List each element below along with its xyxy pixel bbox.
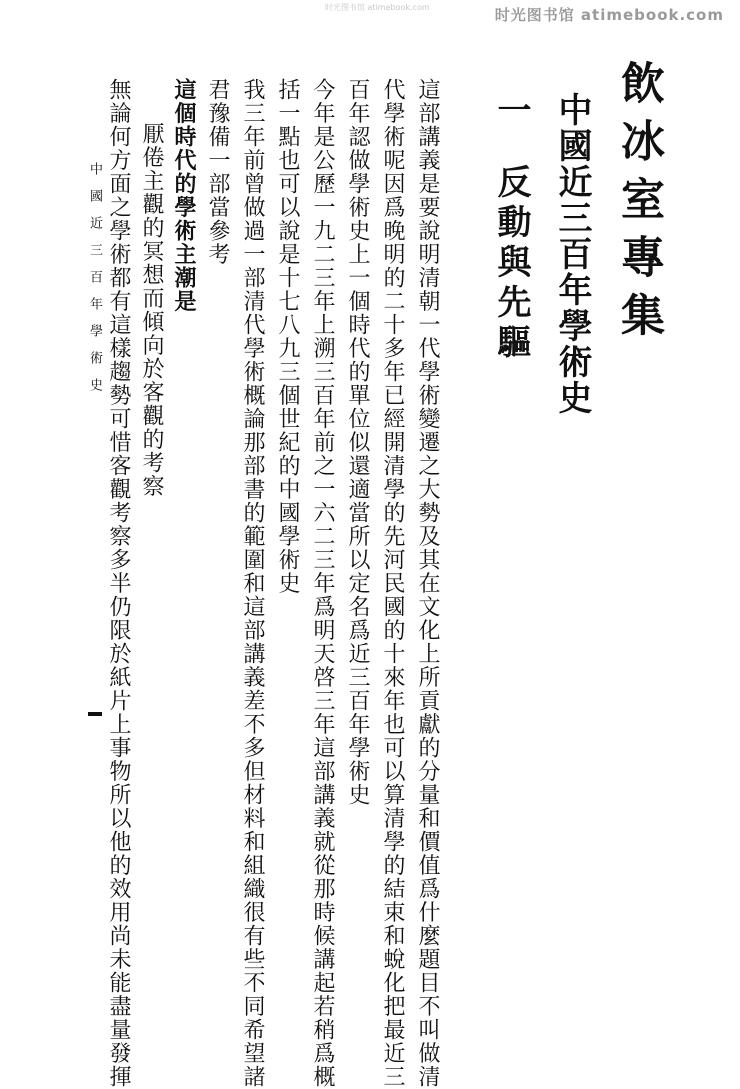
body-line-8: 這個時代的學術主潮是 — [171, 78, 197, 313]
work-title: 中國近三百年學術史 — [552, 92, 592, 416]
body-line-3: 百年認做學術史上一個時代的單位似還適當所以定名爲近三百年學術史 — [345, 78, 370, 807]
body-line-6: 我三年前曾做過一部清代學術概論那部書的範圍和這部講義差不多但材料和組織很有些不同希望諸 — [240, 78, 265, 1089]
book-title: 飲冰室專集 — [613, 60, 664, 350]
margin-running-title: 中國近三百年學術史 — [87, 162, 102, 405]
body-line-9: 厭倦主觀的冥想而傾向於客觀的考察 — [139, 122, 164, 498]
watermark-text: 时光图书馆 atimebook.com — [494, 6, 724, 24]
body-line-10: 無論何方面之學術都有這樣趨勢可惜客觀考察多半仍限於紙片上事物所以他的效用尚未能盡量發揮 — [106, 78, 131, 1089]
body-line-4: 今年是公歷一九二三年上溯三百年前之一六二三年爲明天啓三年這部講義就從那時候講起若稍爲概 — [310, 78, 335, 1089]
watermark-small-text: 时光图书馆 atimebook.com — [325, 3, 430, 12]
body-line-7: 君豫備一部當參考 — [205, 78, 230, 266]
body-line-2: 代學術呢因爲晚明的二十多年已經開清學的先河民國的十來年也可以算清學的結束和蛻化把最近三 — [380, 78, 405, 1089]
body-line-5: 括一點也可以說是十七八九三個世紀的中國學術史 — [275, 78, 300, 595]
page-number — [88, 712, 102, 716]
body-line-1: 這部講義是要說明清朝一代學術變遷之大勢及其在文化上所貢獻的分量和價值爲什麼題目不叫做清 — [415, 78, 440, 1089]
chapter-title: 反動與先驅 — [491, 164, 531, 364]
chapter-number: 一 — [491, 92, 531, 132]
chapter-heading — [487, 92, 536, 364]
